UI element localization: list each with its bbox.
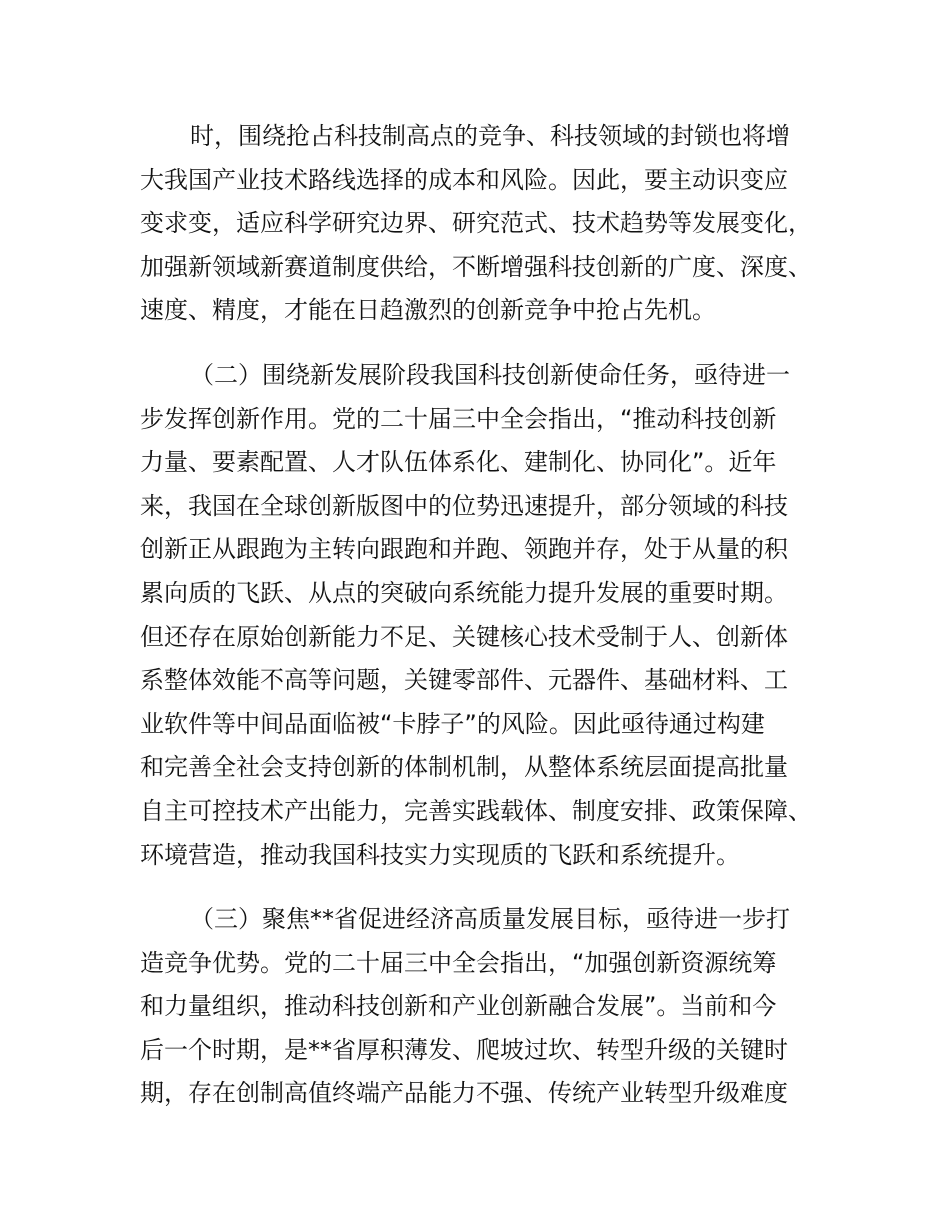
text-line: 来，我国在全球创新版图中的位势迅速提升，部分领域的科技 xyxy=(140,491,788,520)
text-line: 自主可控技术产出能力，完善实践载体、制度安排、政策保障、 xyxy=(140,796,812,825)
text-line: 步发挥创新作用。党的二十届三中全会指出，“推动科技创新 xyxy=(140,404,777,433)
text-line: 累向质的飞跃、从点的突破向系统能力提升发展的重要时期。 xyxy=(140,578,788,607)
text-line: 和完善全社会支持创新的体制机制，从整体系统层面提高批量 xyxy=(140,753,788,782)
text-line: 后一个时期，是**省厚积薄发、爬坡过坎、转型升级的关键时 xyxy=(140,1035,788,1064)
text-line: 环境营造，推动我国科技实力实现质的飞跃和系统提升。 xyxy=(140,840,740,869)
paragraph-3 xyxy=(140,898,840,1116)
text-line: （二）围绕新发展阶段我国科技创新使命任务，亟待进一 xyxy=(190,360,790,389)
text-line: 速度、精度，才能在日趋激烈的创新竞争中抢占先机。 xyxy=(140,296,716,325)
document-body xyxy=(140,115,840,1116)
text-line: 创新正从跟跑为主转向跟跑和并跑、领跑并存，处于从量的积 xyxy=(140,535,788,564)
paragraph-2 xyxy=(140,354,840,877)
text-line: 大我国产业技术路线选择的成本和风险。因此，要主动识变应 xyxy=(140,165,788,194)
paragraph-1 xyxy=(140,115,840,333)
text-line: 期，存在创制高值终端产品能力不强、传统产业转型升级难度 xyxy=(140,1079,788,1108)
text-line: （三）聚焦**省促进经济高质量发展目标，亟待进一步打 xyxy=(190,905,790,934)
text-line: 加强新领域新赛道制度供给，不断增强科技创新的广度、深度、 xyxy=(140,252,812,281)
text-line: 但还存在原始创新能力不足、关键核心技术受制于人、创新体 xyxy=(140,622,788,651)
text-line: 力量、要素配置、人才队伍体系化、建制化、协同化”。近年 xyxy=(140,448,777,477)
text-line: 业软件等中间品面临被“卡脖子”的风险。因此亟待通过构建 xyxy=(140,709,765,738)
text-line: 系整体效能不高等问题，关键零部件、元器件、基础材料、工 xyxy=(140,666,788,695)
text-line: 和力量组织，推动科技创新和产业创新融合发展”。当前和今 xyxy=(140,992,777,1021)
paragraph-gap xyxy=(140,877,840,898)
text-line: 时，围绕抢占科技制高点的竞争、科技领域的封锁也将增 xyxy=(190,122,790,150)
text-line: 变求变，适应科学研究边界、研究范式、技术趋势等发展变化， xyxy=(140,209,812,238)
paragraph-gap xyxy=(140,333,840,354)
text-line: 造竞争优势。党的二十届三中全会指出，“加强创新资源统筹 xyxy=(140,948,777,977)
